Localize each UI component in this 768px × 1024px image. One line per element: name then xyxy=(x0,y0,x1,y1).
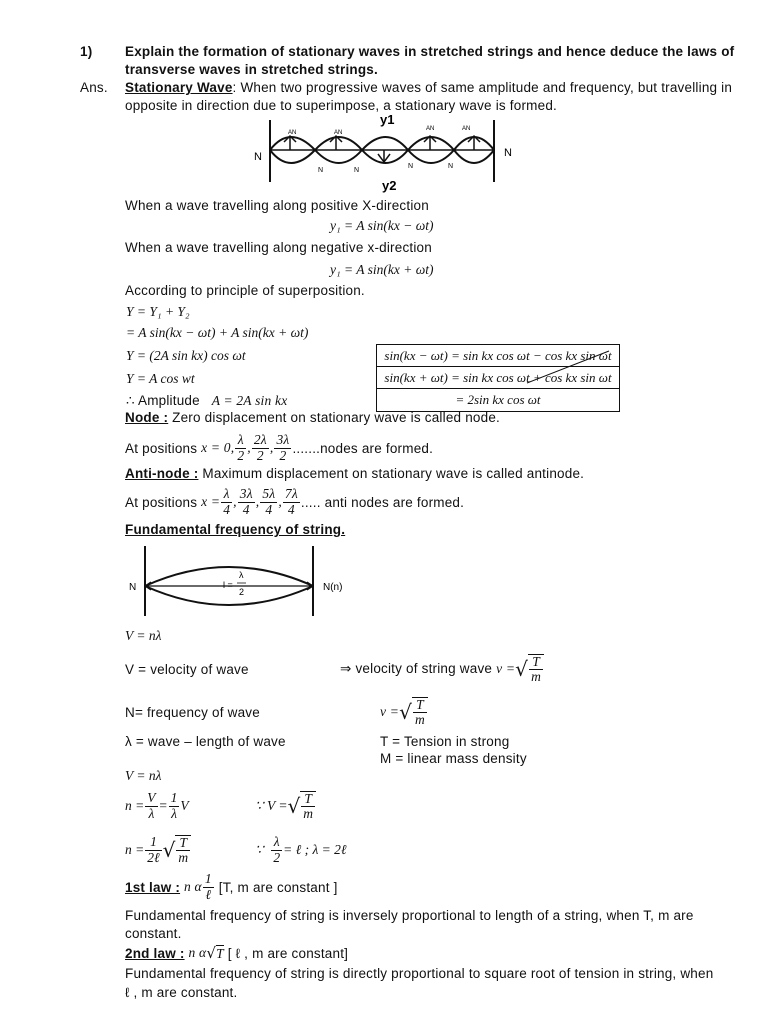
one-over-2l-num: 1 xyxy=(145,835,161,850)
because-symbol-2: ∵ xyxy=(255,842,264,857)
fig2-lambda: λ xyxy=(239,570,244,580)
node-label-4: N xyxy=(448,163,454,170)
node-x-eq: x = 0, xyxy=(201,440,235,455)
stationary-wave-term: Stationary Wave xyxy=(125,80,233,95)
wave-negative-text: When a wave travelling along negative x-direction xyxy=(125,240,432,255)
eq-negative: y₁ = A sin(kx + ωt) xyxy=(330,262,434,277)
string-velocity xyxy=(340,650,544,688)
one-over-lambda-num: 1 xyxy=(170,790,178,806)
sqrt2-den: m xyxy=(415,712,425,727)
antinode-label-1: AN xyxy=(288,130,297,136)
antinode-frac-1-den: 4 xyxy=(223,501,231,517)
sqrt3-den: m xyxy=(303,806,313,821)
node-frac-2-den: 2 xyxy=(256,447,264,463)
law-2-desc-2: ℓ , m are constant. xyxy=(125,985,238,1000)
n-eq2-lhs: n = xyxy=(125,842,145,857)
because-symbol-1: ∵ xyxy=(255,798,264,813)
n-eq-2 xyxy=(125,830,191,870)
sqrt4-den: m xyxy=(178,850,189,865)
answer-def-line-2: opposite in direction due to superimpose, a stationary wave is formed. xyxy=(125,98,557,113)
cancel-strike xyxy=(377,345,619,411)
amplitude-eq: A = 2A sin kx xyxy=(211,393,288,408)
node-frac-3-num: 3λ xyxy=(276,432,290,448)
one-over-lambda xyxy=(169,791,180,820)
y1-label: y1 xyxy=(380,112,395,127)
lambda-over-2-num: λ xyxy=(271,835,282,850)
antinode-label-2: AN xyxy=(334,130,343,136)
question-line-1: Explain the formation of stationary waves in stretched strings and hence deduce the laws of xyxy=(125,44,735,59)
v-sqrt-line xyxy=(380,693,428,731)
fig2-right-n: N(n) xyxy=(323,582,343,593)
antinode-frac-3-num: 5λ xyxy=(262,486,276,502)
n-eq-lhs: n = xyxy=(125,798,145,813)
v-eq-1: V = nλ xyxy=(125,628,162,643)
antinode-frac-4 xyxy=(283,487,300,516)
node-label-1: N xyxy=(318,167,324,174)
sqrt1-den: m xyxy=(531,669,542,684)
node-label-3: N xyxy=(408,163,414,170)
antinode-definition xyxy=(125,466,584,481)
node-frac-2 xyxy=(252,433,269,462)
antinode-positions: At positions x = $\frac{\lambda}{4}$ , $\frac{3\lambda}{4}$ , $\frac{5\lambda}{4}$ , $\frac{7\lambda}{4}$ ..... anti nodes are formed. xyxy=(125,486,465,517)
fig2-two: 2 xyxy=(239,587,245,597)
antinode-frac-4-den: 4 xyxy=(287,501,295,517)
sqrt3-num: T xyxy=(301,792,315,807)
n-eq-1 xyxy=(125,788,189,824)
one-over-ell-den: ℓ xyxy=(205,886,212,902)
sqrt-t-m-4: √ $\frac{T}{m}$ xyxy=(163,835,192,865)
sqrt-t-m-1: √ $\frac{T}{m}$ xyxy=(515,654,544,684)
law-2-head: 2nd law : xyxy=(125,945,185,961)
antinode-x-eq: x = xyxy=(201,494,221,509)
one-over-2l xyxy=(145,835,161,864)
v-label: V = velocity of wave xyxy=(125,662,249,677)
question-line-2: transverse waves in stretched strings. xyxy=(125,62,378,77)
question-number: 1) xyxy=(80,44,93,59)
antinode-frac-3 xyxy=(260,487,277,516)
sqrt-t: √T xyxy=(206,944,224,962)
identity-box xyxy=(376,344,620,412)
antinode-tail: ..... anti nodes are formed. xyxy=(300,494,465,510)
node-head: Node : xyxy=(125,410,169,425)
antinode-def: Maximum displacement on stationary wave is called antinode. xyxy=(198,466,585,481)
node-tail: .......nodes are formed. xyxy=(292,440,434,456)
amplitude-prefix: ∴ Amplitude xyxy=(126,393,200,408)
sqrt1-num: T xyxy=(529,655,543,670)
node-frac-1-den: 2 xyxy=(237,447,245,463)
v-over-lambda-den: λ xyxy=(148,805,155,821)
lambda-label: λ = wave – length of wave xyxy=(125,734,286,749)
identity-row-3: = 2sin kx cos ωt xyxy=(455,392,541,407)
law-2-line xyxy=(125,942,348,964)
antinode-frac-2-num: 3λ xyxy=(239,486,253,502)
node-definition xyxy=(125,410,500,425)
eq-positive: y₁ = A sin(kx − ωt) xyxy=(330,218,434,233)
antinode-frac-1-num: λ xyxy=(221,487,232,502)
sqrt-t-m-2: √ $\frac{T}{m}$ xyxy=(399,697,428,727)
antinode-pos-prefix: At positions xyxy=(125,494,198,510)
law-2-cond: [ ℓ , m are constant] xyxy=(227,945,349,961)
string-velocity-prefix: ⇒ velocity of string wave xyxy=(340,661,493,676)
lambda-over-2-den: 2 xyxy=(273,849,281,865)
law-1-line xyxy=(125,870,338,904)
node-pos-prefix: At positions xyxy=(125,440,198,456)
deriv-line-2: = A sin(kx − ωt) + A sin(kx + ωt) xyxy=(126,325,309,340)
one-over-lambda-den: λ xyxy=(171,805,177,821)
y2-label: y2 xyxy=(382,178,397,193)
fundamental-heading: Fundamental frequency of string. xyxy=(125,522,346,537)
because-v-line xyxy=(255,786,316,826)
fig2-l-label: l = xyxy=(223,580,233,590)
lambda-half-eq: = ℓ ; λ = 2ℓ xyxy=(283,842,347,857)
answer-label: Ans. xyxy=(80,80,108,95)
node-def: Zero displacement on stationary wave is called node. xyxy=(168,410,500,425)
n-left: N xyxy=(254,151,262,163)
v-var-2: v = xyxy=(380,704,400,719)
sqrt2-num: T xyxy=(413,698,427,713)
lambda-over-2 xyxy=(271,835,282,864)
sqrt-t-value: T xyxy=(216,945,224,961)
n-eq-equals: = xyxy=(158,798,168,813)
one-over-2l-den: 2ℓ xyxy=(147,849,160,865)
node-label-2: N xyxy=(354,167,360,174)
amplitude-line xyxy=(126,393,287,409)
antinode-label-4: AN xyxy=(462,126,471,132)
sqrt-t-m-3: √ $\frac{T}{m}$ xyxy=(287,791,316,821)
n-label: N= frequency of wave xyxy=(125,705,260,720)
law-1-desc-1: Fundamental frequency of string is inversely proportional to length of a string, when T, m are xyxy=(125,908,694,923)
antinode-head: Anti-node : xyxy=(125,466,199,481)
antinode-frac-3-den: 4 xyxy=(265,501,273,517)
string-v-var: v = xyxy=(496,661,516,676)
antinode-label-3: AN xyxy=(426,126,435,132)
v-eq-2: V = nλ xyxy=(125,768,162,783)
node-positions: At positions x = 0, $\frac{\lambda}{2}$ , $\frac{2\lambda}{2}$ , $\frac{3\lambda}{2}$ .......nodes are formed. xyxy=(125,432,434,463)
superposition-text: According to principle of superposition. xyxy=(125,283,365,298)
v-over-lambda-num: V xyxy=(147,790,156,806)
deriv-line-4: Y = A cos wt xyxy=(126,371,195,386)
fig2-left-n: N xyxy=(129,582,137,593)
antinode-frac-1 xyxy=(221,487,232,516)
because-lambda-line xyxy=(255,832,347,868)
answer-def-line-1 xyxy=(125,80,732,95)
because-v-eq: V = xyxy=(266,798,288,813)
law-1-head: 1st law : xyxy=(125,879,181,895)
node-frac-3-den: 2 xyxy=(279,447,287,463)
antinode-frac-2 xyxy=(238,487,255,516)
law-2-desc-1: Fundamental frequency of string is directly proportional to square root of tension in string, when xyxy=(125,966,714,981)
node-frac-1 xyxy=(235,433,246,462)
law-2-relation: n α xyxy=(188,945,207,960)
law-1-relation: n α xyxy=(184,879,202,894)
one-over-ell xyxy=(203,872,214,901)
v-over-lambda xyxy=(145,791,157,820)
n-right: N xyxy=(504,147,512,159)
stationary-wave-figure xyxy=(250,112,530,194)
antinode-frac-2-den: 4 xyxy=(242,501,250,517)
deriv-line-3: Y = (2A sin kx) cos ωt xyxy=(126,348,246,363)
sqrt4-num: T xyxy=(176,836,190,851)
antinode-frac-4-num: 7λ xyxy=(284,486,298,502)
t-label: T = Tension in strong xyxy=(380,734,510,749)
node-frac-2-num: 2λ xyxy=(253,432,267,448)
fundamental-figure xyxy=(125,542,385,620)
node-frac-1-num: λ xyxy=(235,433,246,448)
one-over-ell-num: 1 xyxy=(204,871,212,887)
identity-row-2: sin(kx + ωt) = sin kx cos ωt + cos kx sin ωt xyxy=(377,367,619,389)
m-label: M = linear mass density xyxy=(380,751,527,766)
deriv-line-1: Y = Y₁ + Y₂ xyxy=(126,304,190,319)
law-1-desc-2: constant. xyxy=(125,926,182,941)
n-eq-tail: V xyxy=(180,798,189,813)
identity-row-1: sin(kx − ωt) = sin kx cos ωt − cos kx sin ωt xyxy=(377,345,619,367)
node-frac-3 xyxy=(274,433,291,462)
law-1-cond: [T, m are constant ] xyxy=(218,879,338,895)
answer-def-1: : When two progressive waves of same amplitude and frequency, but travelling in xyxy=(232,80,733,95)
wave-positive-text: When a wave travelling along positive X-direction xyxy=(125,198,429,213)
